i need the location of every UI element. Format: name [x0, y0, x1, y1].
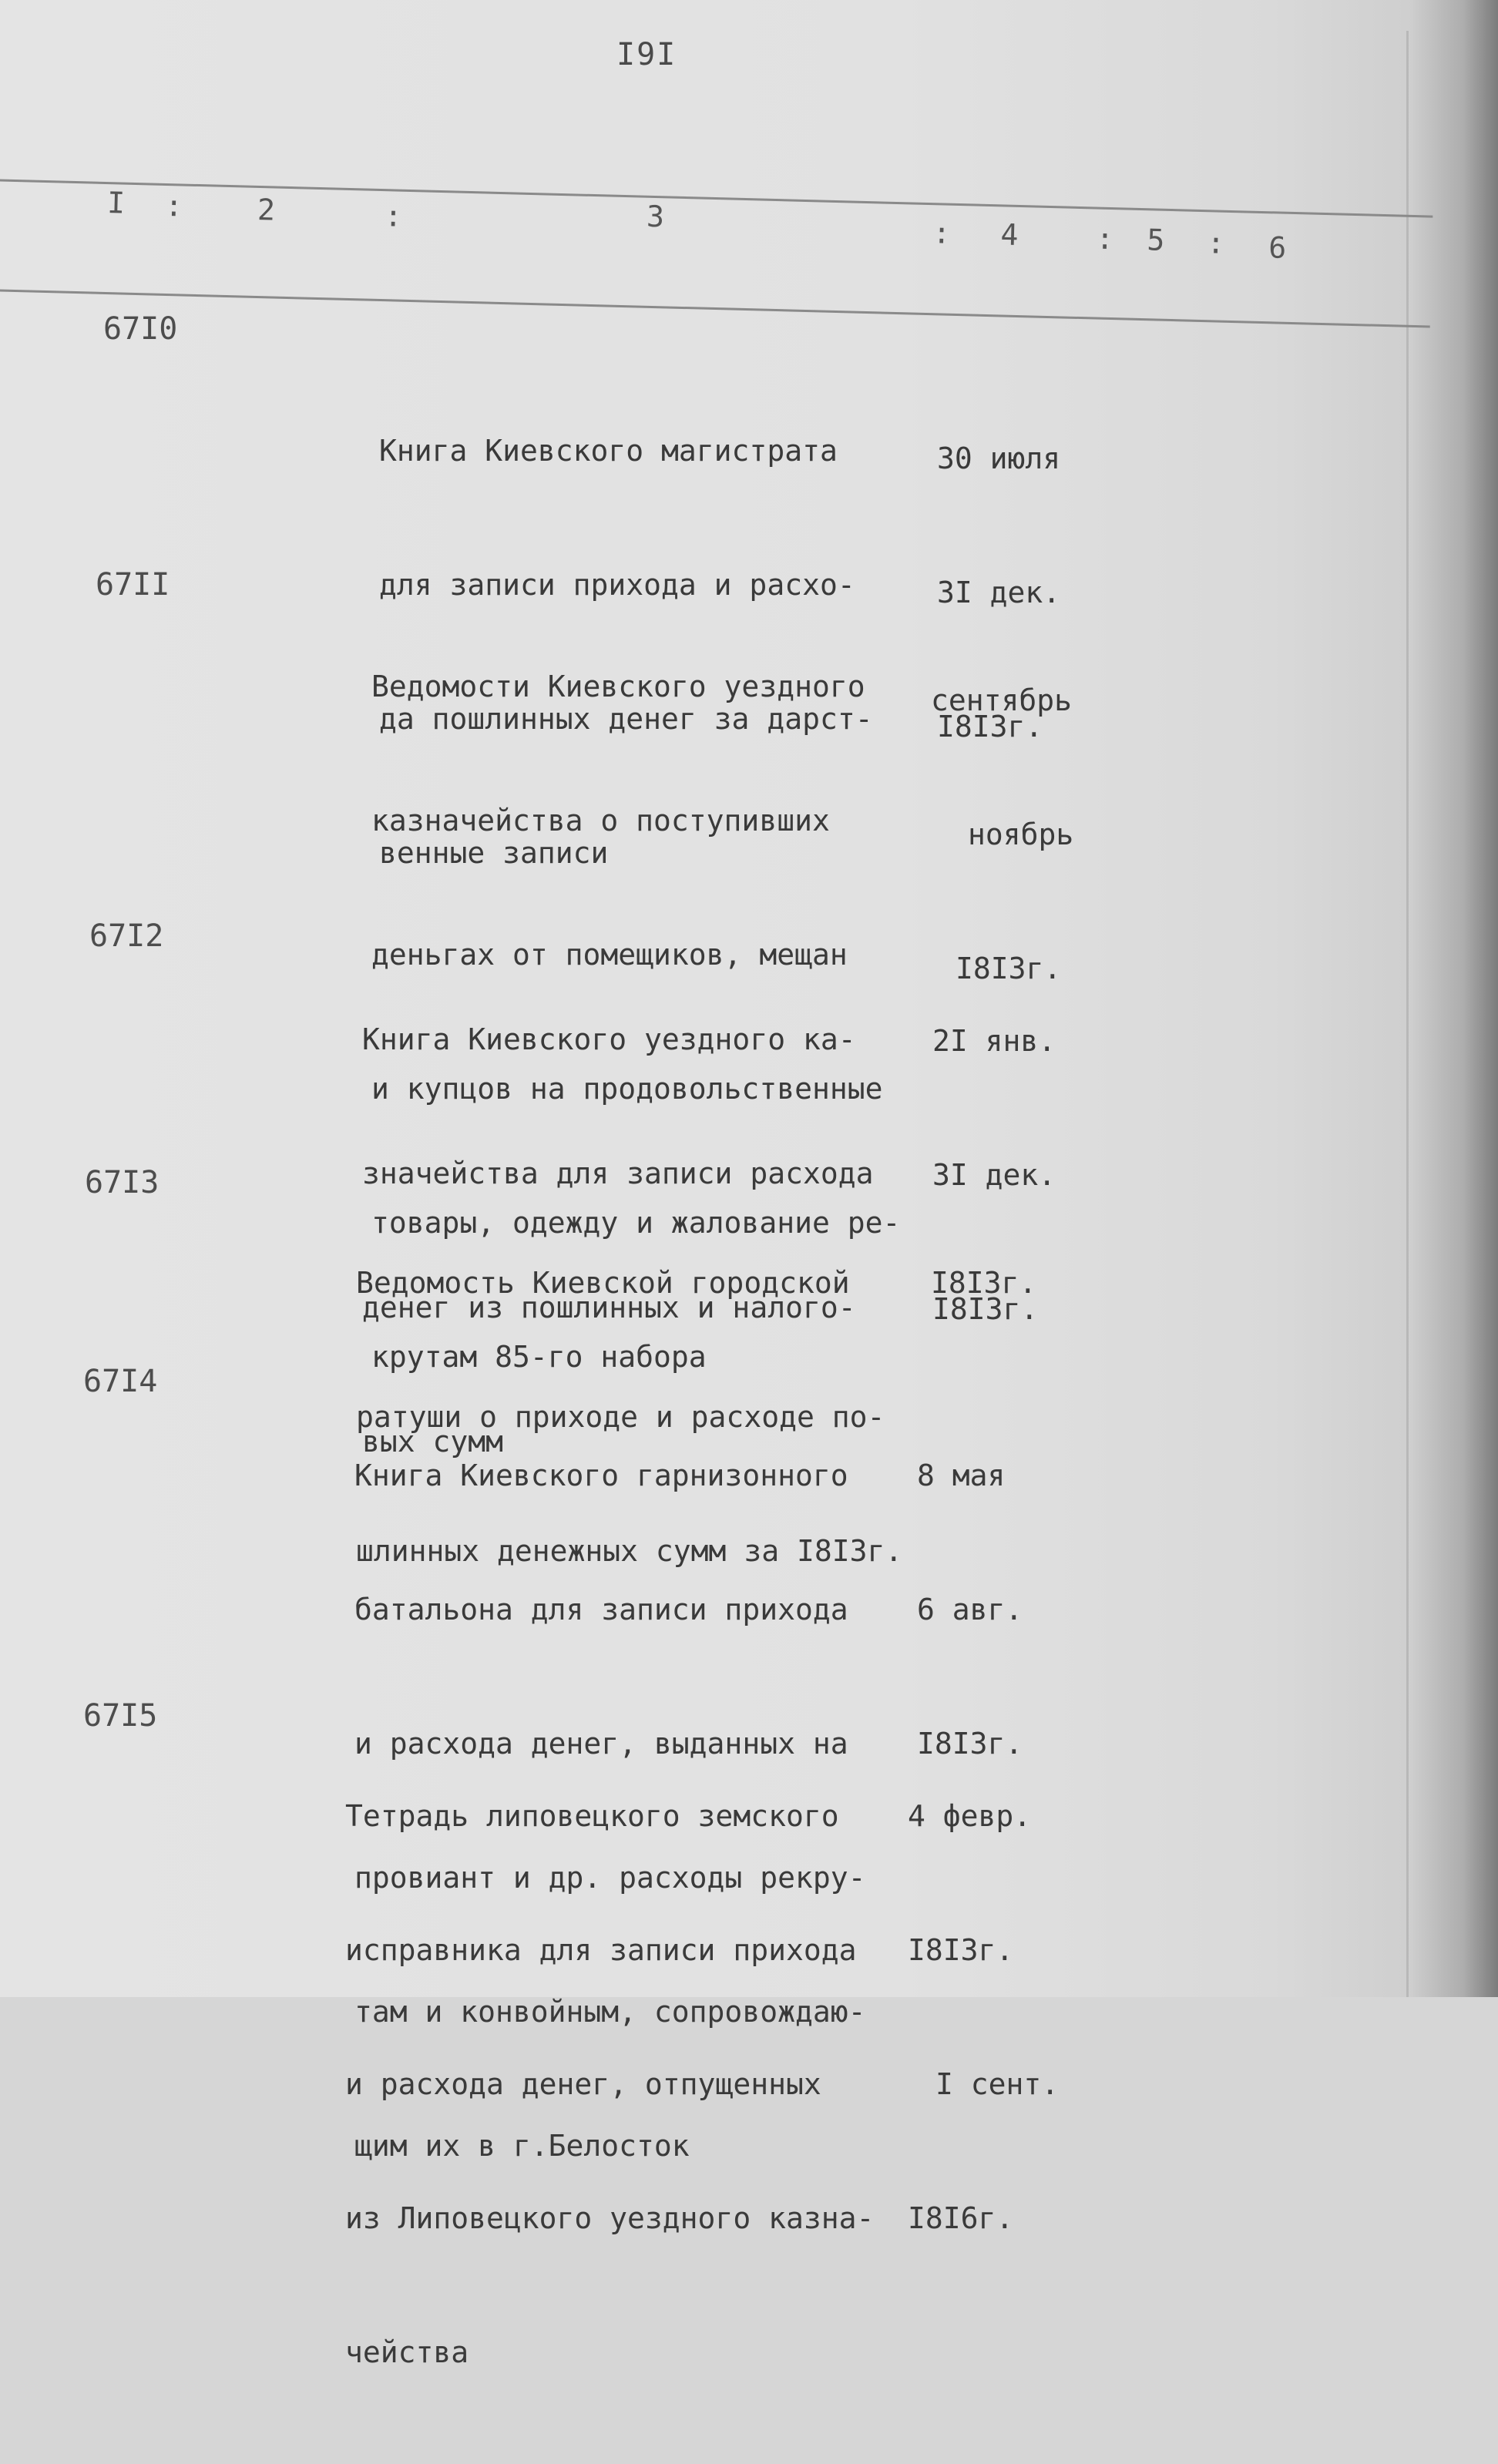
- column-separator: :: [164, 188, 183, 223]
- description-line: Книга Киевского магистрата: [379, 434, 838, 468]
- description-line: товары, одежду и жалование ре-: [371, 1206, 901, 1240]
- date-line: 30 июля: [937, 441, 1061, 475]
- date-line: I8I3г.: [931, 1266, 1037, 1300]
- description-line: и расхода денег, выданных на: [354, 1727, 848, 1761]
- entry-number: 67I0: [103, 311, 178, 347]
- description-line: провиант и др. расходы рекру-: [354, 1861, 866, 1895]
- column-separator: :: [1206, 226, 1225, 260]
- column-label-5: 5: [1146, 223, 1165, 257]
- date-line: 2I янв.: [932, 1024, 1056, 1058]
- description-line: Ведомость Киевской городской: [356, 1266, 850, 1300]
- description-line: денег из пошлинных и налого-: [362, 1291, 856, 1324]
- column-label-4: 4: [1000, 217, 1019, 252]
- description-line: деньгах от помещиков, мещан: [371, 938, 848, 972]
- description-line: и расхода денег, отпущенных: [345, 2067, 821, 2101]
- description-line: исправника для записи прихода: [345, 1933, 857, 1967]
- date-line: I8I3г.: [956, 952, 1062, 985]
- column-separator: :: [932, 216, 952, 250]
- description-line: вых сумм: [362, 1425, 504, 1459]
- entry-number: 67I3: [85, 1165, 160, 1200]
- date-line: ноябрь: [968, 817, 1074, 851]
- description-line: и купцов на продовольственные: [371, 1072, 883, 1106]
- date-line: 6 авг.: [917, 1593, 1023, 1626]
- description-line: там и конвойным, сопровождаю-: [354, 1995, 866, 2029]
- description-line: значейства для записи расхода: [362, 1156, 874, 1190]
- date-line: I8I3г.: [937, 710, 1043, 744]
- column-separator: :: [1095, 221, 1114, 257]
- description-line: Книга Киевского уездного ка-: [362, 1022, 856, 1056]
- description-line: Тетрадь липовецкого земского: [345, 1799, 839, 1833]
- column-label-6: 6: [1268, 230, 1287, 265]
- description-line: батальона для записи прихода: [354, 1593, 848, 1626]
- date-line: 4 февр.: [908, 1799, 1032, 1833]
- entry-number: 67II: [96, 567, 170, 603]
- date-line: I8I3г.: [908, 1933, 1014, 1967]
- entry-number: 67I4: [83, 1364, 158, 1399]
- date-line: I сент.: [935, 2067, 1060, 2101]
- description-line: казначейства о поступивших: [371, 804, 830, 838]
- column-label-1: I: [106, 186, 126, 220]
- column-header-band: [0, 179, 1433, 328]
- page-number: I9I: [616, 37, 677, 72]
- description-line: из Липовецкого уездного казна-: [345, 2201, 875, 2235]
- description-line: да пошлинных денег за дарст-: [379, 702, 873, 736]
- column-label-2: 2: [257, 192, 276, 227]
- date-line: 3I дек.: [937, 576, 1061, 609]
- entry-dates: [908, 1704, 1059, 2330]
- entry-description: [345, 1704, 874, 2464]
- date-line: I8I6г.: [908, 2201, 1014, 2235]
- date-line: I8I3г.: [932, 1292, 1039, 1326]
- column-separator: :: [384, 199, 403, 233]
- description-line: венные записи: [379, 836, 609, 870]
- description-line: щим их в г.Белосток: [354, 2129, 690, 2163]
- column-label-3: 3: [646, 199, 665, 234]
- description-line: для записи прихода и расхо-: [379, 568, 855, 602]
- description-line: шлинных денежных сумм за I8I3г.: [356, 1534, 903, 1568]
- date-line: 8 мая: [917, 1459, 1006, 1492]
- date-line: сентябрь: [931, 683, 1073, 717]
- entry-number: 67I2: [89, 918, 164, 954]
- date-line: I8I3г.: [917, 1727, 1023, 1761]
- entry-dates: [931, 1171, 1036, 1395]
- description-line: чейства: [345, 2335, 469, 2369]
- description-line: крутам 85-го набора: [371, 1340, 707, 1374]
- entry-number: 67I5: [83, 1698, 158, 1734]
- date-line: 3I дек.: [932, 1158, 1056, 1192]
- description-line: ратуши о приходе и расходе по-: [356, 1400, 885, 1434]
- description-line: Ведомости Киевского уездного: [371, 670, 865, 703]
- description-line: Книга Киевского гарнизонного: [354, 1459, 848, 1492]
